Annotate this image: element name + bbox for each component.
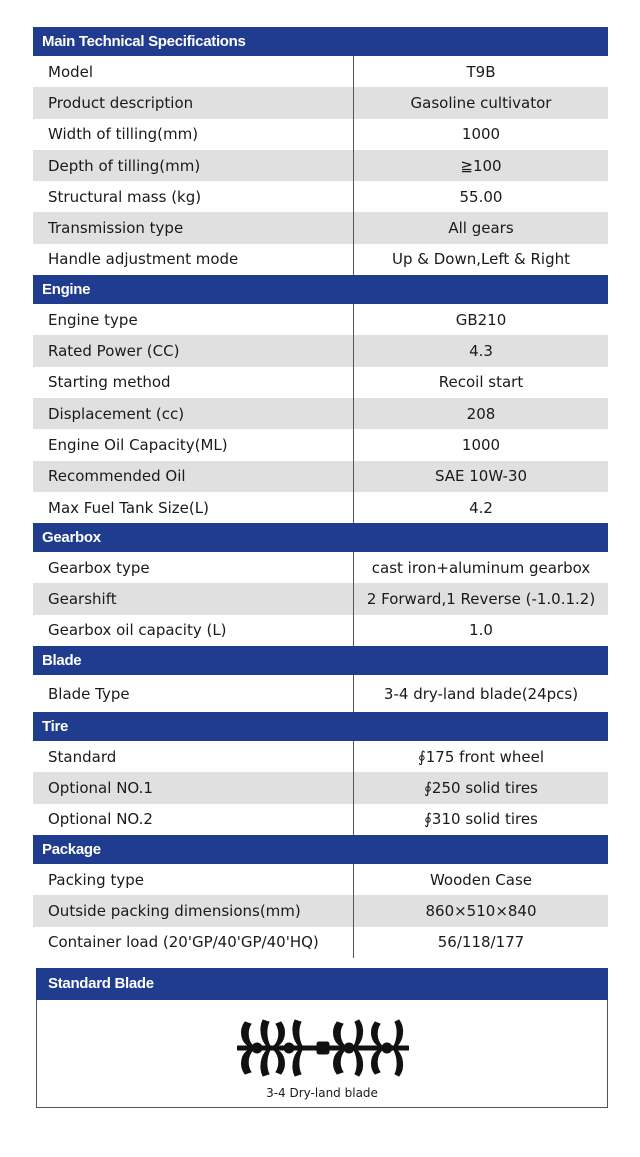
spec-value: 3-4 dry-land blade(24pcs) xyxy=(383,684,579,703)
spec-key: Outside packing dimensions(mm) xyxy=(33,895,354,926)
spec-key: Model xyxy=(33,56,354,87)
spec-value: 1000 xyxy=(461,435,501,454)
spec-key: Engine type xyxy=(33,304,354,335)
spec-key: Structural mass (kg) xyxy=(33,181,354,212)
blade-caption: 3-4 Dry-land blade xyxy=(266,1086,378,1100)
spec-key: Optional NO.2 xyxy=(33,804,354,835)
table-row xyxy=(33,741,608,772)
table-row xyxy=(33,552,608,583)
tiller-blade-image xyxy=(237,1016,409,1082)
spec-key: Rated Power (CC) xyxy=(33,335,354,366)
spec-value: All gears xyxy=(448,219,514,238)
table-row xyxy=(33,304,608,335)
table-row xyxy=(33,244,608,275)
section-header-package: Package xyxy=(33,835,608,864)
spec-value: 56/118/177 xyxy=(437,933,525,952)
spec-value: 208 xyxy=(466,404,496,423)
table-row xyxy=(33,335,608,366)
section-header-blade: Blade xyxy=(33,646,608,675)
spec-value: Wooden Case xyxy=(429,870,533,889)
section-header-gearbox: Gearbox xyxy=(33,523,608,552)
table-row xyxy=(33,461,608,492)
spec-value: ≧100 xyxy=(460,156,502,175)
table-row xyxy=(33,615,608,646)
spec-value: 4.3 xyxy=(469,342,493,361)
table-row xyxy=(33,492,608,523)
spec-key: Handle adjustment mode xyxy=(33,244,354,275)
spec-value: GB210 xyxy=(455,310,507,329)
spec-key: Container load (20'GP/40'GP/40'HQ) xyxy=(33,927,354,958)
table-row xyxy=(33,895,608,926)
table-row xyxy=(33,583,608,614)
spec-key: Blade Type xyxy=(33,675,354,712)
section-header-tire: Tire xyxy=(33,712,608,741)
table-row xyxy=(33,675,608,712)
spec-value: Recoil start xyxy=(438,373,524,392)
spec-table xyxy=(33,27,608,958)
spec-key: Gearshift xyxy=(33,583,354,614)
spec-key: Optional NO.1 xyxy=(33,772,354,803)
spec-key: Standard xyxy=(33,741,354,772)
spec-key: Depth of tilling(mm) xyxy=(33,150,354,181)
spec-key: Transmission type xyxy=(33,212,354,243)
spec-key: Starting method xyxy=(33,367,354,398)
table-row xyxy=(33,212,608,243)
table-row xyxy=(33,119,608,150)
spec-value: 55.00 xyxy=(459,187,503,206)
spec-key: Gearbox oil capacity (L) xyxy=(33,615,354,646)
table-row xyxy=(33,398,608,429)
table-row xyxy=(33,772,608,803)
spec-value: 4.2 xyxy=(469,498,493,517)
section-header-main: Main Technical Specifications xyxy=(33,27,608,56)
table-row xyxy=(33,181,608,212)
table-row xyxy=(33,804,608,835)
standard-blade-header: Standard Blade xyxy=(36,968,608,1000)
standard-blade-box xyxy=(36,1000,608,1108)
spec-value: Up & Down,Left & Right xyxy=(392,250,570,269)
spec-key: Recommended Oil xyxy=(33,461,354,492)
spec-value: ∮250 solid tires xyxy=(424,778,538,797)
spec-value: 1000 xyxy=(461,125,501,144)
table-row xyxy=(33,56,608,87)
spec-value: SAE 10W-30 xyxy=(434,467,528,486)
spec-value: ∮310 solid tires xyxy=(424,810,538,829)
spec-value: T9B xyxy=(466,62,496,81)
spec-key: Width of tilling(mm) xyxy=(33,119,354,150)
spec-key: Packing type xyxy=(33,864,354,895)
table-row xyxy=(33,150,608,181)
section-header-engine: Engine xyxy=(33,275,608,304)
table-row xyxy=(33,87,608,118)
standard-blade-panel xyxy=(36,968,608,1108)
spec-value: Gasoline cultivator xyxy=(410,93,552,112)
table-row xyxy=(33,429,608,460)
spec-key: Displacement (cc) xyxy=(33,398,354,429)
spec-value: 2 Forward,1 Reverse (-1.0.1.2) xyxy=(366,590,596,609)
spec-key: Gearbox type xyxy=(33,552,354,583)
table-row xyxy=(33,927,608,958)
spec-value: 1.0 xyxy=(469,621,493,640)
table-row xyxy=(33,367,608,398)
spec-key: Engine Oil Capacity(ML) xyxy=(33,429,354,460)
spec-value: cast iron+aluminum gearbox xyxy=(371,558,591,577)
spec-key: Product description xyxy=(33,87,354,118)
spec-value: ∮175 front wheel xyxy=(417,747,545,766)
spec-value: 860×510×840 xyxy=(425,901,537,920)
spec-key: Max Fuel Tank Size(L) xyxy=(33,492,354,523)
table-row xyxy=(33,864,608,895)
